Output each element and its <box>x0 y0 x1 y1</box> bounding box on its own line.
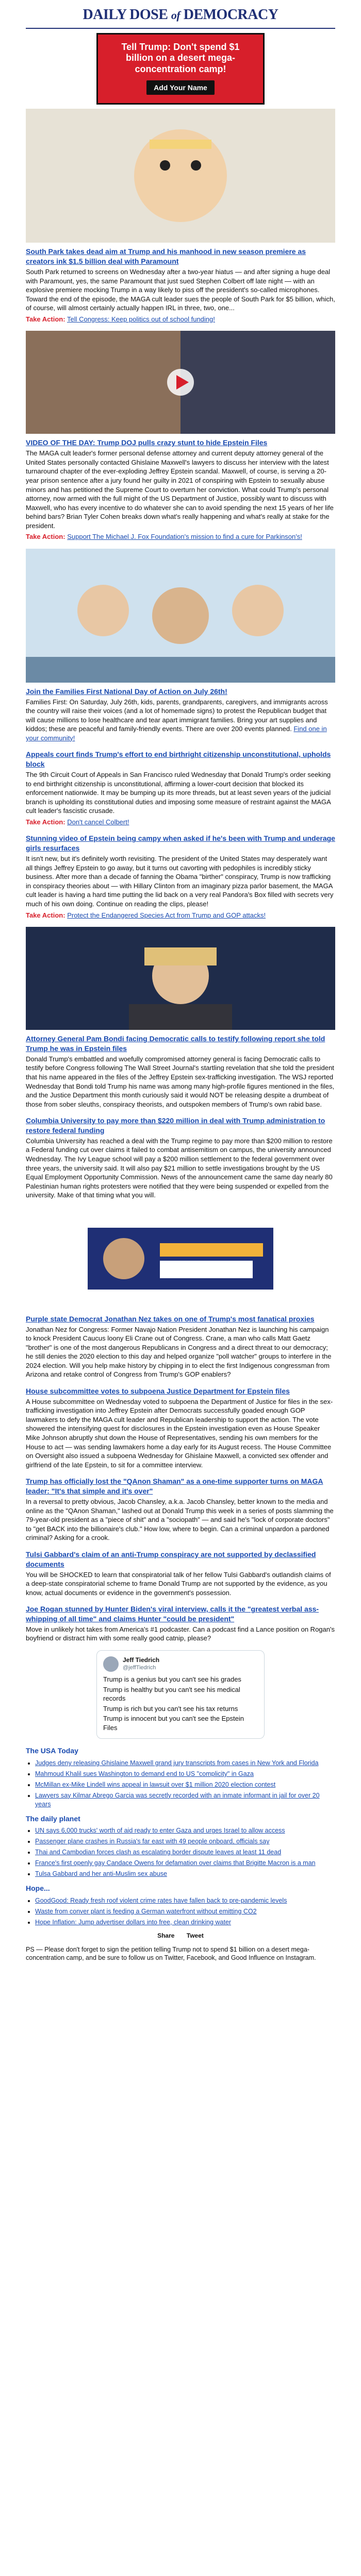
take-action-link[interactable]: Support The Michael J. Fox Foundation's mission to find a cure for Parkinson's! <box>67 533 302 541</box>
list-item-link[interactable]: McMillan ex-Mike Lindell wins appeal in lawsuit over $1 million 2020 election contest <box>35 1781 276 1788</box>
take-action-link[interactable]: Protect the Endangered Species Act from Trump and GOP attacks! <box>67 911 266 919</box>
list-item <box>35 1870 335 1878</box>
list-item <box>35 1791 335 1809</box>
masthead-rule <box>26 28 335 29</box>
tweet-author-name: Jeff Tiedrich <box>123 1656 160 1664</box>
take-action-label: Take Action: <box>26 911 65 919</box>
story-body: The MAGA cult leader's former personal defense attorney and current deputy attorney general of the United States personally contacted Ghislaine Maxwell's lawyers to discuss her interview with the latest turnaround chapter of the ever-exploding Jeffrey Epstein scandal. Maxwell, of course, is serving a 20-year prison sentence after a jury found her guilty in 2021 of conspiring with Epstein to sexually abuse minors and has petitioned the Supreme Court to overturn her conviction. What could Trump's personal attorney, now armed with the full might of the US Department of Justice, possibly want to discuss with Maxwell, who has every incentive to do whatever she can to avoid spending the next 15 years of her life behind bars? Brian Tyler Cohen breaks down what's really happening and what's really at stake for the president. <box>26 449 334 530</box>
story-gabbard <box>26 1550 335 1597</box>
take-action-label: Take Action: <box>26 315 65 323</box>
take-action <box>26 911 335 920</box>
tweet-button[interactable]: Tweet <box>186 1932 204 1940</box>
section-title-usa: The USA Today <box>26 1747 78 1755</box>
story-body: Columbia University has reached a deal with the Trump regime to pay more than $200 million to restore a Federal funding cut over claims it failed to combat antisemitism on campus, the university announced Wednesday. The Ivy League school will pay a $200 million settlement to the federal government over three years, the university said. It will also pay $21 million to settle investigations brought by the US Equal Employment Opportunity Commission. News of the announcement came the same day nearly 80 Palestinian human rights protesters were notified that they were being suspended or expelled from the university. Make of that timing what you will. <box>26 1137 333 1199</box>
video-thumbnail[interactable] <box>26 331 335 434</box>
story-body <box>26 698 335 743</box>
south-park-image <box>26 109 335 243</box>
story-body: In a reversal to pretty obvious, Jacob Chansley, a.k.a. Jacob Chansley, better known to the media and online as the "QAnon Shaman," lashed out at Donald Trump this week in a series of posts slamming the 79-year-old president as a "piece of shit" and a "sociopath" — and said he's "lock of corporate doctors" to "get BACK into the billionaire's club." How low, where to begin. Can a criminal unpardon a pardoned criminal? Asking for a crook. <box>26 1497 334 1542</box>
story-headline[interactable]: Columbia University to pay more than $220 million in deal with Trump administration to restore federal funding <box>26 1116 325 1135</box>
story-headline[interactable]: VIDEO OF THE DAY: Trump DOJ pulls crazy stunt to hide Epstein Files <box>26 438 268 447</box>
promo-text: Tell Trump: Don't spend $1 billion on a desert mega-concentration camp! <box>121 41 240 74</box>
tweet-line: Trump is healthy but you can't see his medical records <box>103 1685 240 1703</box>
masthead-right: DEMOCRACY <box>183 7 278 23</box>
list-item-link[interactable]: Tulsa Gabbard and her anti-Muslim sex abuse <box>35 1870 167 1877</box>
list-item <box>35 1859 335 1868</box>
take-action-label: Take Action: <box>26 533 65 541</box>
list-item <box>35 1896 335 1905</box>
list-item-link[interactable]: Thai and Cambodian forces clash as escalating border dispute leaves at least 11 dead <box>35 1849 282 1856</box>
list-item-link[interactable]: Waste from conver plant is feeding a German waterfront without emitting CO2 <box>35 1907 257 1915</box>
take-action <box>26 818 335 827</box>
story-house-subpoena <box>26 1386 335 1469</box>
take-action <box>26 532 335 541</box>
story-headline[interactable]: Attorney General Pam Bondi facing Democratic calls to testify following report she told Trump he was in Epstein files <box>26 1035 325 1053</box>
story-headline[interactable]: South Park takes dead aim at Trump and his manhood in new season premiere as creators ink $1.5 billion deal with Paramount <box>26 247 306 266</box>
share-button[interactable]: Share <box>157 1932 175 1940</box>
story-rogan <box>26 1604 335 1643</box>
tweet-author-handle: @jeffTiedrich <box>123 1665 156 1671</box>
list-item-link[interactable]: UN says 6,000 trucks' worth of aid ready to enter Gaza and urges Israel to allow access <box>35 1827 285 1835</box>
story-headline[interactable]: Purple state Democrat Jonathan Nez takes on one of Trump's most fanatical proxies <box>26 1314 315 1323</box>
story-bondi <box>26 1034 335 1109</box>
list-item <box>35 1918 335 1927</box>
find-event-link[interactable]: Find one in your community! <box>26 725 327 742</box>
take-action <box>26 315 335 324</box>
story-body: Jonathan Nez for Congress: Former Navajo Nation President Jonathan Nez is launching his campaign to knock President Caucus loony Eli Crane out of Congress. Crane, a man who calls Matt Gaetz "brother" is one of the most dangerous Republicans in Congress and a direct threat to our democracy; he still denies the 2020 election to this day and helped organize "poll watcher" groups to interfere in the 2024 election. Will you help make history by chipping in to elect the first Indigenous congressman from Arizona and retake control of Congress from Trump's GOP enablers? <box>26 1325 332 1379</box>
list-item <box>35 1826 335 1835</box>
list-item-link[interactable]: Hope Inflation: Jump advertiser dollars into free, clean drinking water <box>35 1918 232 1926</box>
take-action-label: Take Action: <box>26 818 65 826</box>
list-item <box>35 1848 335 1857</box>
story-body: South Park returned to screens on Wednesday after a two-year hiatus — and after signing a huge deal with Paramount, yes, the same Paramount that just sued Stephen Colbert off late night — with an explosive premiere mocking Trump in a way likely to piss off the president's so-called microphones. Toward the end of the episode, the MAGA cult leader sues the people of South Park for $5 billion, which, of course, will almost certainly actually happen IRL in three, two, one... <box>26 268 335 312</box>
jonathan-nez-image <box>26 1207 335 1310</box>
add-your-name-button[interactable]: Add Your Name <box>146 80 215 95</box>
tweet-line: Trump is rich but you can't see his tax returns <box>103 1704 238 1713</box>
story-qanon-shaman <box>26 1477 335 1543</box>
story-body: A House subcommittee on Wednesday voted to subpoena the Department of Justice for files in the sex-trafficking investigation into Jeffrey Epstein after Democrats successfully goaded enough GOP lawmakers to defy the MAGA cult leader and Republican leadership to support the action. The vote showered the intensifying quest for disclosures in the Epstein investigation even as House Speaker Mike Johnson abruptly shut down the House of Representatives, sending his own members for the House to act — was sending lawmakers home a day early for its August recess. The House Committee on Oversight also issued a subpoena Wednesday for Ghislaine Maxwell, a convicted sex offender and girlfriend of the late Epstein, to sit for a committee interview. <box>26 1397 333 1469</box>
list-item <box>35 1759 335 1768</box>
story-body: You will be SHOCKED to learn that conspiratorial talk of her fellow Tulsi Gabbard's outlandish claims of a deep-state conspiratorial scheme to frame Donald Trump are not supported by the evidence, as you know, actual documents or evidence in the government's possession. <box>26 1570 331 1597</box>
petition-promo[interactable] <box>96 33 265 105</box>
story-headline[interactable]: Tulsi Gabbard's claim of an anti-Trump conspiracy are not supported by declassified documents <box>26 1550 316 1568</box>
story-birthright <box>26 750 335 826</box>
footer-ps: PS — Please don't forget to sign the petition telling Trump not to spend $1 billion on a desert mega-concentration camp, and be sure to follow us on Twitter, Facebook, and Good Influence on Instagram. <box>26 1945 316 1962</box>
masthead <box>26 0 335 28</box>
list-item <box>35 1781 335 1789</box>
masthead-left: DAILY DOSE <box>83 7 168 23</box>
story-body: The 9th Circuit Court of Appeals in San Francisco ruled Wednesday that Donald Trump's order seeking to end birthright citizenship is unconstitutional, affirming a lower-court decision that blocked its enforcement nationwide. It may be bumping up its more threads, but at least seven years of the judicial branch is upholding its constitutional duties and imposing some measure of restraint against the MAGA cult leader's fascistic crusade. <box>26 771 331 815</box>
list-item-link[interactable]: Passenger plane crashes in Russia's far east with 49 people onboard, officials say <box>35 1838 270 1845</box>
list-item-link[interactable]: France's first openly gay Candace Owens for defamation over claims that Brigitte Macron is a man <box>35 1859 316 1867</box>
section-title-hope: Hope... <box>26 1884 50 1892</box>
list-item-link[interactable]: Lawyers say Kilmar Abrego Garcia was secretly recorded with an inmate informant in jail for over 20 years <box>35 1791 320 1808</box>
newsletter <box>26 0 335 1962</box>
story-body-text: Families First: On Saturday, July 26th, kids, parents, grandparents, caregivers, and immigrants across the country will raise their voices (and a lot of homemade signs) to protest the Republican budget that will cause millions to lose healthcare and tear apart immigrant families. Bring your art supplies and kiddos; these are peaceful and family-friendly events. There are over 200 events planned. <box>26 698 328 733</box>
story-video-of-day <box>26 438 335 541</box>
daily-list <box>35 1826 335 1878</box>
story-headline[interactable]: Trump has officially lost the "QAnon Shaman" as a one-time supporter turns on MAGA leader: "It's that simple and it's over" <box>26 1477 323 1496</box>
story-headline[interactable]: Join the Families First National Day of Action on July 26th! <box>26 687 227 696</box>
take-action-link[interactable]: Tell Congress: Keep politics out of school funding! <box>67 315 215 323</box>
share-row <box>26 1931 335 1940</box>
bondi-image <box>26 927 335 1030</box>
list-item-link[interactable]: Judges deny releasing Ghislaine Maxwell grand jury transcripts from cases in New York and Florida <box>35 1759 319 1767</box>
story-body: It isn't new, but it's definitely worth revisiting. The president of the United States may desperately want all things Jeffrey Epstein to go away, but it turns out cavorting with pedophiles is incredibly sticky business. After more than a decade of fanning the Obama "birther" conspiracy, Trump is now trafficking in conspiracy theories about — with Hillary Clinton from an imaginary pizza parlor basement, the MAGA cult leader is having a hard time putting the lid back on a very real Pandora's Box filled with secrets very much of his own doing. Continue on reading the clips, please! <box>26 855 334 908</box>
usa-list <box>35 1759 335 1808</box>
section-title-daily-planet: The daily planet <box>26 1814 80 1823</box>
story-families-first <box>26 687 335 743</box>
hope-list <box>35 1896 335 1927</box>
story-columbia <box>26 1116 335 1200</box>
list-item <box>35 1770 335 1778</box>
story-headline[interactable]: Appeals court finds Trump's effort to end birthright citizenship unconstitutional, upholds block <box>26 750 331 769</box>
story-body: Donald Trump's embattled and woefully compromised attorney general is facing Democratic calls to testify before Congress following The Wall Street Journal's startling revelation that she told the president that his name appeared in the files of the Jeffrey Epstein sex-trafficking investigation. The WSJ reported Wednesday that Bondi told Trump his name was among many high-profile figures mentioned in the files, and the Justice Department this month curiously said it would NOT be releasing despite a drumbeat of those from sober sleuths, conspiracy theorists, and outspoken members of Trump's own rabid base. <box>26 1055 335 1108</box>
story-headline[interactable]: House subcommittee votes to subpoena Justice Department for Epstein files <box>26 1386 290 1395</box>
tweet-line: Trump is a genius but you can't see his grades <box>103 1675 241 1684</box>
masthead-of: of <box>171 9 180 22</box>
embedded-tweet[interactable] <box>96 1650 265 1739</box>
list-item-link[interactable]: Mahmoud Khalil sues Washington to demand end to US "complicity" in Gaza <box>35 1770 254 1778</box>
families-first-image <box>26 549 335 683</box>
story-south-park <box>26 247 335 324</box>
tweet-header <box>103 1656 258 1672</box>
story-headline[interactable]: Stunning video of Epstein being campy when asked if he's been with Trump and underage girls resurfaces <box>26 834 335 853</box>
list-item <box>35 1837 335 1846</box>
take-action-link[interactable]: Don't cancel Colbert! <box>67 818 129 826</box>
story-headline[interactable]: Joe Rogan stunned by Hunter Biden's viral interview, calls it the "greatest verbal ass-whipping of all time" and claims Hunter "could be president" <box>26 1605 319 1623</box>
story-body: Move in unlikely hot takes from America's #1 podcaster. Can a podcast find a Lance position on Rogan's boyfriend or distract him with some really good catnip, please? <box>26 1625 335 1642</box>
story-epstein-video <box>26 834 335 920</box>
tweet-line: Trump is innocent but you can't see the Epstein Files <box>103 1715 244 1732</box>
story-nez <box>26 1314 335 1379</box>
avatar <box>103 1656 119 1672</box>
list-item <box>35 1907 335 1916</box>
list-item-link[interactable]: GoodGood: Ready fresh roof violent crime rates have fallen back to pre-pandemic levels <box>35 1896 287 1904</box>
